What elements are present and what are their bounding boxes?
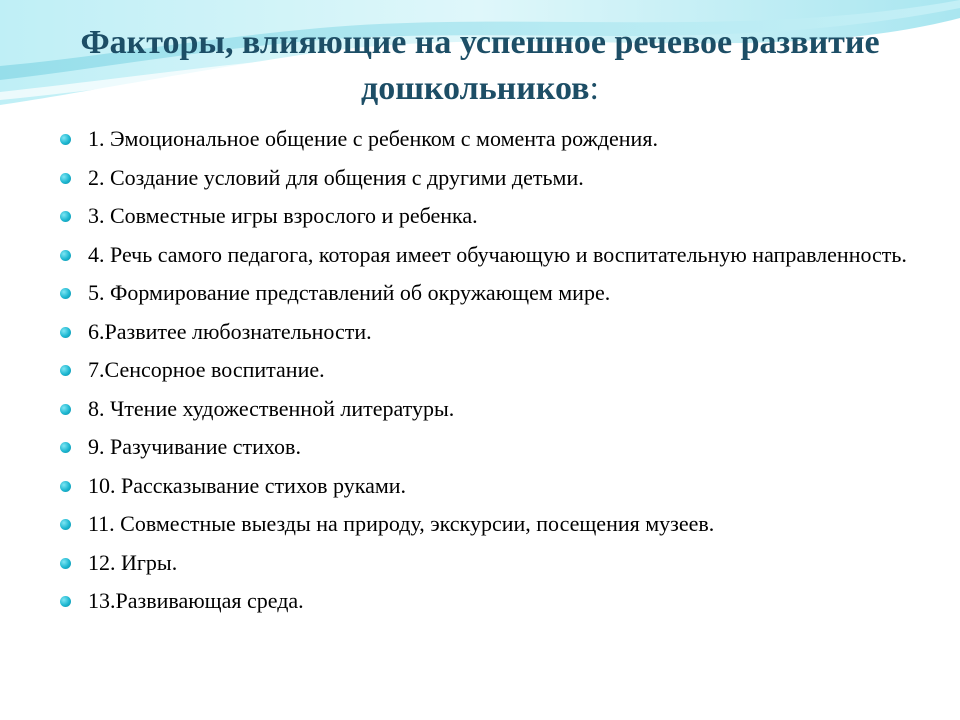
- slide-title: [0, 20, 960, 112]
- bullet-icon: [60, 365, 71, 376]
- bullet-icon: [60, 211, 71, 222]
- item-text: 2. Создание условий для общения с другими детьми.: [88, 164, 584, 190]
- bullet-icon: [60, 250, 71, 261]
- list-item: [60, 509, 920, 539]
- list-item: [60, 278, 920, 308]
- bullet-icon: [60, 481, 71, 492]
- list-item: [60, 432, 920, 462]
- item-text: 1. Эмоциональное общение с ребенком с момента рождения.: [88, 126, 658, 151]
- factor-list: [60, 124, 920, 625]
- list-item: [60, 201, 920, 231]
- bullet-icon: [60, 558, 71, 569]
- item-text: 11. Совместные выезды на природу, экскурсии, посещения музеев.: [88, 511, 715, 536]
- bullet-icon: [60, 134, 71, 145]
- item-text: 4. Речь самого педагога, которая имеет обучающую и воспитательную направленность.: [88, 241, 907, 267]
- title-text: Факторы, влияющие на успешное речевое развитие дошкольников: [80, 24, 880, 107]
- item-text: 7.Сенсорное воспитание.: [88, 357, 325, 382]
- list-item: [60, 317, 920, 347]
- item-text: 3. Совместные игры взрослого и ребенка.: [88, 203, 478, 228]
- list-item: [60, 240, 920, 270]
- item-text: 13.Развивающая среда.: [88, 588, 304, 613]
- bullet-icon: [60, 173, 71, 184]
- item-text: 8. Чтение художественной литературы.: [88, 395, 455, 421]
- bullet-icon: [60, 519, 71, 530]
- bullet-icon: [60, 327, 71, 338]
- list-item: [60, 163, 920, 193]
- list-item: [60, 355, 920, 385]
- item-text: 12. Игры.: [88, 549, 178, 575]
- item-text: 9. Разучивание стихов.: [88, 434, 301, 459]
- title-colon: :: [589, 70, 599, 107]
- bullet-icon: [60, 442, 71, 453]
- list-item: [60, 548, 920, 578]
- item-text: 10. Рассказывание стихов руками.: [88, 472, 407, 498]
- list-item: [60, 124, 920, 154]
- list-item: [60, 471, 920, 501]
- item-text: 5. Формирование представлений об окружающем мире.: [88, 280, 611, 305]
- bullet-icon: [60, 288, 71, 299]
- list-item: [60, 586, 920, 616]
- bullet-icon: [60, 404, 71, 415]
- list-item: [60, 394, 920, 424]
- bullet-icon: [60, 596, 71, 607]
- item-text: 6.Развитее любознательности.: [88, 318, 372, 344]
